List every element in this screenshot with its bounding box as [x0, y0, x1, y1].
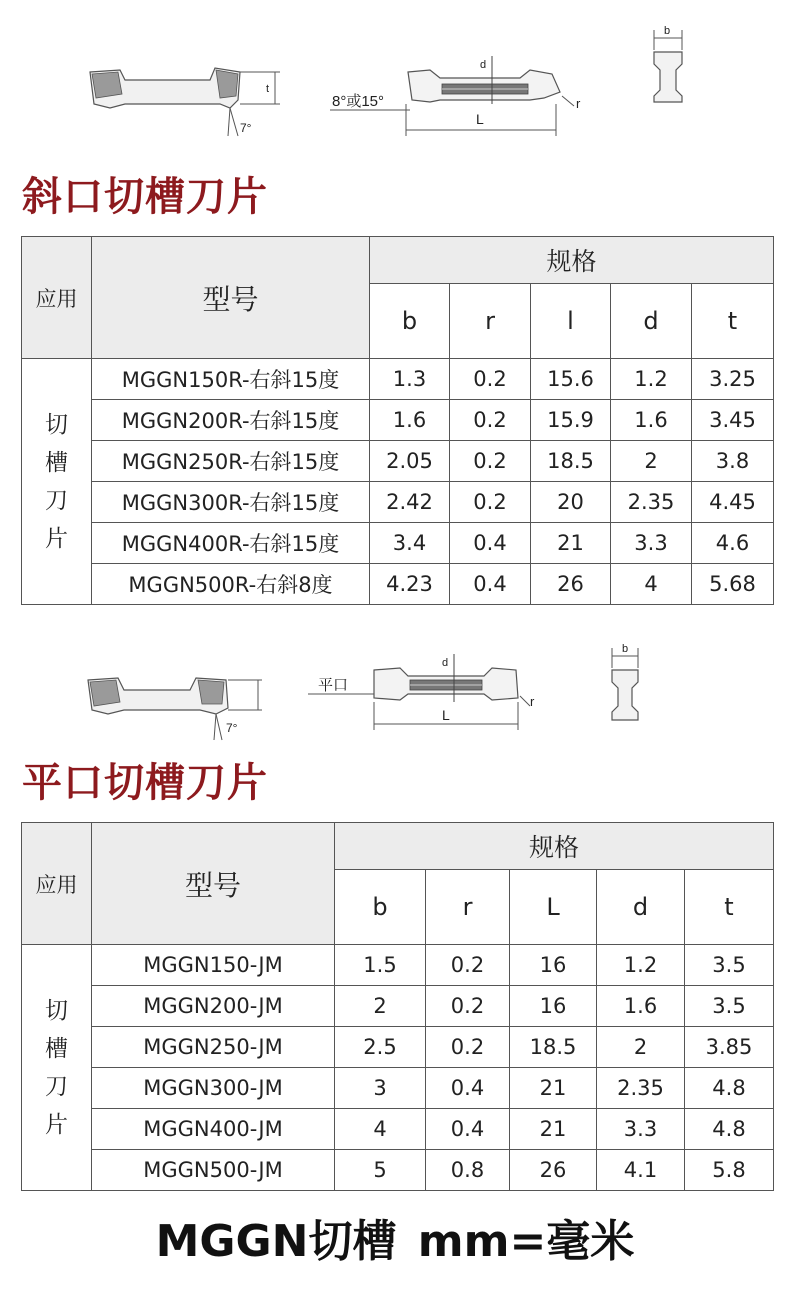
value-b: 3.4	[370, 523, 450, 564]
table-row	[22, 359, 774, 400]
value-b: 2.5	[335, 1027, 426, 1068]
table-row	[22, 1068, 774, 1109]
table-row	[22, 1150, 774, 1191]
model-cell: MGGN200-JM	[92, 986, 335, 1027]
insert-front-view-2	[600, 640, 660, 730]
value-b: 1.6	[370, 400, 450, 441]
value-b: 3	[335, 1068, 426, 1109]
value-L: 26	[510, 1150, 597, 1191]
insert-front-view-1	[640, 20, 700, 110]
model-cell: MGGN300R-右斜15度	[92, 482, 370, 523]
value-L: 21	[510, 1109, 597, 1150]
insert-top-view-1	[330, 48, 590, 148]
col-header-L: L	[510, 870, 597, 945]
value-t: 4.8	[685, 1109, 774, 1150]
table-row	[22, 482, 774, 523]
bevel-angle-label: 8°或15°	[332, 93, 385, 110]
angle-label: 7°	[240, 121, 252, 135]
footer-caption: MGGN切槽 mm=毫米	[155, 1216, 635, 1267]
flat-insert-title: 平口切槽刀片	[22, 760, 268, 806]
model-cell: MGGN400-JM	[92, 1109, 335, 1150]
table-row	[22, 441, 774, 482]
value-d: 2	[597, 1027, 685, 1068]
col-header-d: d	[611, 284, 692, 359]
col-header-r: r	[426, 870, 510, 945]
L-dimension-label: L	[442, 707, 450, 723]
r-dimension-label: r	[530, 694, 535, 709]
col-header-l: l	[531, 284, 611, 359]
value-b: 4	[335, 1109, 426, 1150]
value-d: 1.6	[611, 400, 692, 441]
value-L: 21	[510, 1068, 597, 1109]
value-d: 3.3	[597, 1109, 685, 1150]
value-b: 1.3	[370, 359, 450, 400]
value-t: 4.6	[692, 523, 774, 564]
table-row	[22, 400, 774, 441]
value-r: 0.2	[450, 400, 531, 441]
application-cell: 切 槽 刀 片	[22, 945, 92, 1191]
application-cell: 切 槽 刀 片	[22, 359, 92, 605]
application-header: 应用	[22, 237, 92, 359]
value-b: 2.42	[370, 482, 450, 523]
model-header: 型号	[92, 237, 370, 359]
value-t: 3.85	[685, 1027, 774, 1068]
value-l: 15.9	[531, 400, 611, 441]
value-d: 2	[611, 441, 692, 482]
insert-top-view-2	[308, 650, 548, 740]
d-dimension-label: d	[442, 657, 449, 669]
value-t: 3.45	[692, 400, 774, 441]
value-r: 0.2	[426, 1027, 510, 1068]
value-r: 0.2	[426, 945, 510, 986]
insert-side-view-1	[80, 60, 300, 140]
value-r: 0.4	[450, 564, 531, 605]
value-t: 4.8	[685, 1068, 774, 1109]
value-l: 18.5	[531, 441, 611, 482]
value-b: 1.5	[335, 945, 426, 986]
value-t: 3.5	[685, 986, 774, 1027]
flat-label: 平口	[318, 677, 349, 694]
value-b: 2.05	[370, 441, 450, 482]
value-l: 21	[531, 523, 611, 564]
bevel-insert-spec-table	[21, 236, 774, 605]
model-cell: MGGN250R-右斜15度	[92, 441, 370, 482]
value-d: 4.1	[597, 1150, 685, 1191]
model-cell: MGGN400R-右斜15度	[92, 523, 370, 564]
value-d: 1.6	[597, 986, 685, 1027]
value-d: 1.2	[597, 945, 685, 986]
value-r: 0.2	[426, 986, 510, 1027]
value-L: 16	[510, 945, 597, 986]
col-header-t: t	[685, 870, 774, 945]
value-d: 2.35	[611, 482, 692, 523]
value-d: 1.2	[611, 359, 692, 400]
spec-header: 规格	[335, 823, 774, 870]
t-dimension-label: t	[266, 83, 270, 95]
model-header: 型号	[92, 823, 335, 945]
model-cell: MGGN150-JM	[92, 945, 335, 986]
value-l: 20	[531, 482, 611, 523]
col-header-b: b	[335, 870, 426, 945]
angle-label: 7°	[226, 721, 238, 735]
insert-side-view-2	[80, 664, 280, 744]
value-t: 5.68	[692, 564, 774, 605]
value-d: 3.3	[611, 523, 692, 564]
table-row	[22, 986, 774, 1027]
table-row	[22, 564, 774, 605]
value-r: 0.8	[426, 1150, 510, 1191]
value-r: 0.4	[450, 523, 531, 564]
value-r: 0.4	[426, 1068, 510, 1109]
b-dimension-label: b	[622, 643, 629, 655]
value-b: 2	[335, 986, 426, 1027]
col-header-r: r	[450, 284, 531, 359]
model-cell: MGGN300-JM	[92, 1068, 335, 1109]
value-r: 0.2	[450, 359, 531, 400]
model-cell: MGGN250-JM	[92, 1027, 335, 1068]
model-cell: MGGN200R-右斜15度	[92, 400, 370, 441]
value-t: 3.5	[685, 945, 774, 986]
value-t: 3.25	[692, 359, 774, 400]
table-row	[22, 1027, 774, 1068]
value-r: 0.4	[426, 1109, 510, 1150]
d-dimension-label: d	[480, 59, 487, 71]
value-L: 18.5	[510, 1027, 597, 1068]
model-cell: MGGN150R-右斜15度	[92, 359, 370, 400]
col-header-b: b	[370, 284, 450, 359]
col-header-t: t	[692, 284, 774, 359]
bevel-insert-title: 斜口切槽刀片	[22, 174, 268, 220]
r-dimension-label: r	[576, 96, 581, 111]
value-t: 3.8	[692, 441, 774, 482]
value-b: 4.23	[370, 564, 450, 605]
model-cell: MGGN500-JM	[92, 1150, 335, 1191]
spec-header: 规格	[370, 237, 774, 284]
table-row	[22, 1109, 774, 1150]
b-dimension-label: b	[664, 25, 671, 37]
col-header-d: d	[597, 870, 685, 945]
value-r: 0.2	[450, 482, 531, 523]
value-b: 5	[335, 1150, 426, 1191]
model-cell: MGGN500R-右斜8度	[92, 564, 370, 605]
flat-insert-spec-table	[21, 822, 774, 1191]
application-header: 应用	[22, 823, 92, 945]
table-row	[22, 523, 774, 564]
value-l: 15.6	[531, 359, 611, 400]
L-dimension-label: L	[476, 111, 484, 127]
value-t: 4.45	[692, 482, 774, 523]
table-row	[22, 945, 774, 986]
value-d: 2.35	[597, 1068, 685, 1109]
value-L: 16	[510, 986, 597, 1027]
value-l: 26	[531, 564, 611, 605]
value-d: 4	[611, 564, 692, 605]
value-t: 5.8	[685, 1150, 774, 1191]
value-r: 0.2	[450, 441, 531, 482]
